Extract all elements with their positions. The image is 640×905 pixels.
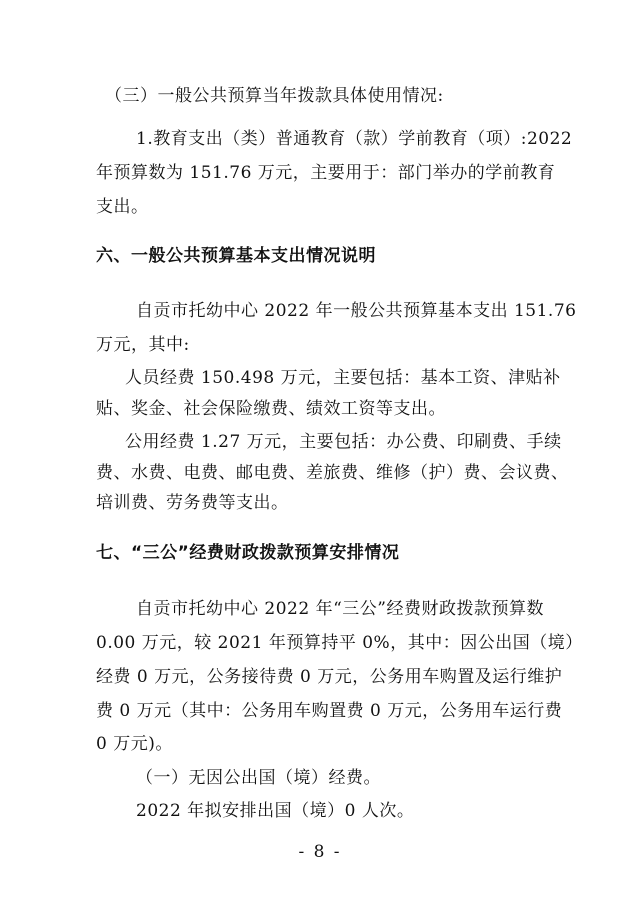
paragraph-line: 自贡市托幼中心 2022 年一般公共预算基本支出 151.76 xyxy=(136,301,577,321)
paragraph-line: 年预算数为 151.76 万元，主要用于：部门举办的学前教育 xyxy=(96,163,556,183)
paragraph-line: 0 万元)。 xyxy=(96,734,173,754)
paragraph-line: 费、水费、电费、邮电费、差旅费、维修（护）费、会议费、 xyxy=(96,463,569,483)
subsection-heading-3: （三）一般公共预算当年拨款具体使用情况: xyxy=(105,86,444,106)
section-heading-7: 七、“三公”经费财政拨款预算安排情况 xyxy=(96,543,400,563)
page-number: - 8 - xyxy=(298,842,342,862)
section-heading-6: 六、一般公共预算基本支出情况说明 xyxy=(96,246,376,266)
paragraph-line: 费 0 万元（其中：公务用车购置费 0 万元，公务用车运行费 xyxy=(96,701,563,721)
paragraph-line: 人员经费 150.498 万元，主要包括：基本工资、津贴补 xyxy=(125,368,561,388)
paragraph-line: 1.教育支出（类）普通教育（款）学前教育（项）:2022 xyxy=(136,129,573,149)
paragraph-line: 贴、奖金、社会保险缴费、绩效工资等支出。 xyxy=(96,399,446,419)
paragraph-line: 公用经费 1.27 万元，主要包括：办公费、印刷费、手续 xyxy=(125,432,562,452)
paragraph-line: 万元，其中: xyxy=(96,335,190,355)
paragraph-line: 支出。 xyxy=(96,197,149,217)
paragraph-line: 0.00 万元，较 2021 年预算持平 0%，其中：因公出国（境） xyxy=(96,633,583,653)
paragraph-line: （一）无因公出国（境）经费。 xyxy=(136,768,381,788)
paragraph-line: 经费 0 万元，公务接待费 0 万元，公务用车购置及运行维护 xyxy=(96,667,563,687)
paragraph-line: 自贡市托幼中心 2022 年“三公”经费财政拨款预算数 xyxy=(136,599,544,619)
paragraph-line: 2022 年拟安排出国（境）0 人次。 xyxy=(136,801,415,821)
paragraph-line: 培训费、劳务费等支出。 xyxy=(96,493,289,513)
